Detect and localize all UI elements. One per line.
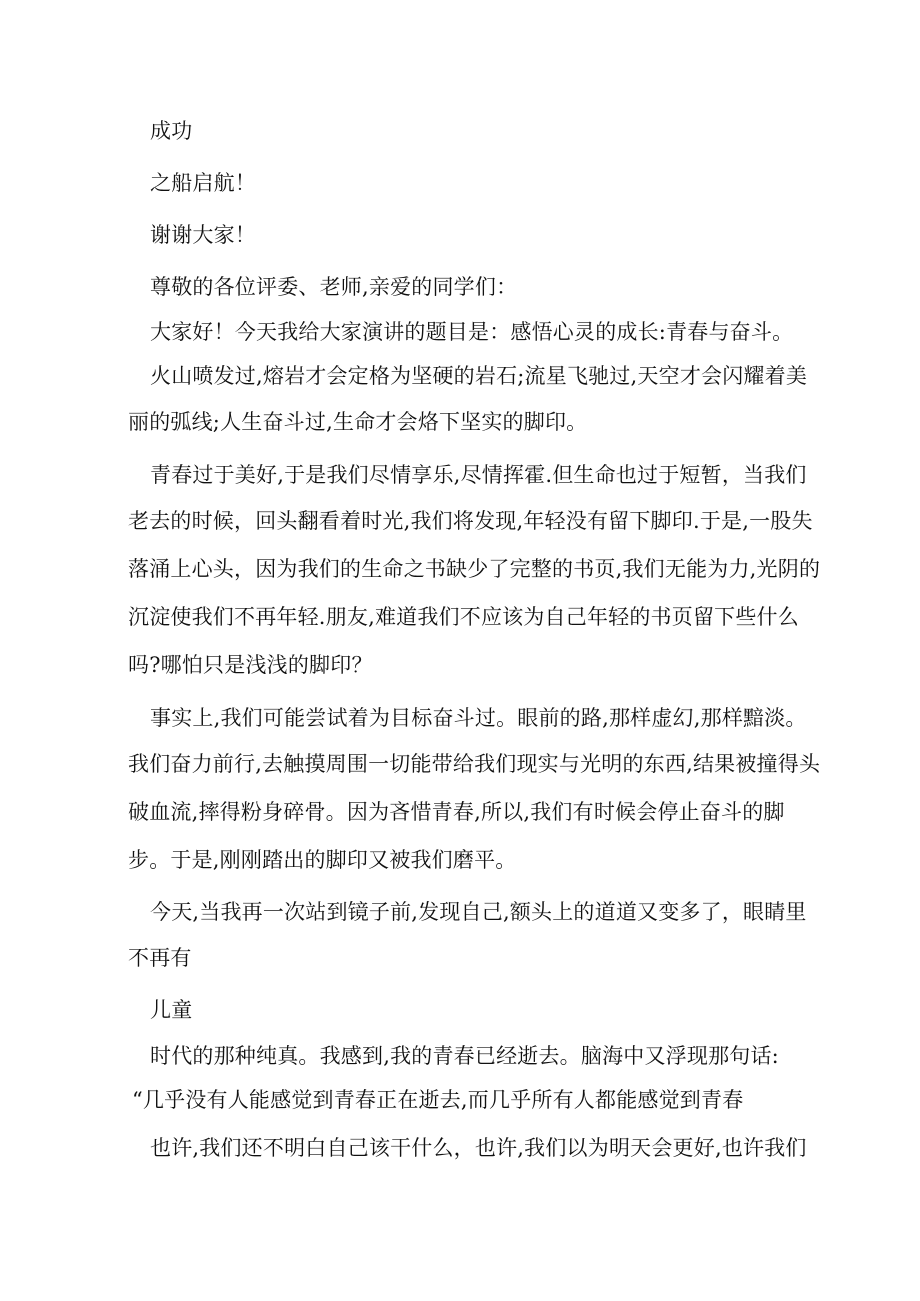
text-line-3: 谢谢大家！ xyxy=(150,223,256,247)
text-line-10: 落涌上心头，因为我们的生命之书缺少了完整的书页,我们无能为力,光阴的 xyxy=(128,557,821,581)
text-line-20: 时代的那种纯真。我感到,我的青春已经逝去。脑海中又浮现那句话: xyxy=(150,1044,779,1068)
text-line-13: 事实上,我们可能尝试着为目标奋斗过。眼前的路,那样虚幻,那样黯淡。 xyxy=(150,706,807,730)
text-line-18: 不再有 xyxy=(128,946,192,970)
text-line-19: 儿童 xyxy=(150,998,193,1022)
text-line-21: “几乎没有人能感觉到青春正在逝去,而几乎所有人都能感觉到青春 xyxy=(132,1088,744,1112)
text-line-12: 吗?哪怕只是浅浅的脚印？ xyxy=(128,653,373,677)
text-line-15: 破血流,摔得粉身碎骨。因为吝惜青春,所以,我们有时候会停止奋斗的脚 xyxy=(128,800,785,824)
text-line-6: 火山喷发过,熔岩才会定格为坚硬的岩石;流星飞驰过,天空才会闪耀着美 xyxy=(150,364,808,388)
text-line-8: 青春过于美好,于是我们尽情享乐,尽情挥霍.但生命也过于短暂，当我们 xyxy=(150,463,807,487)
text-line-4: 尊敬的各位评委、老师,亲爱的同学们： xyxy=(150,275,518,299)
text-line-17: 今天,当我再一次站到镜子前,发现自己,额头上的道道又变多了，眼睛里 xyxy=(150,900,807,924)
text-line-5: 大家好！今天我给大家演讲的题目是：感悟心灵的成长:青春与奋斗。 xyxy=(150,320,794,344)
text-line-1: 成功 xyxy=(150,119,193,143)
text-line-2: 之船启航！ xyxy=(150,171,256,195)
text-line-16: 步。于是,刚刚踏出的脚印又被我们磨平。 xyxy=(128,848,517,872)
text-line-22: 也许,我们还不明白自己该干什么，也许,我们以为明天会更好,也许我们 xyxy=(150,1136,807,1160)
text-line-7: 丽的弧线;人生奋斗过,生命才会烙下坚实的脚印。 xyxy=(128,410,588,434)
text-line-9: 老去的时候，回头翻看着时光,我们将发现,年轻没有留下脚印.于是,一股失 xyxy=(128,509,813,533)
text-line-14: 我们奋力前行,去触摸周围一切能带给我们现实与光明的东西,结果被撞得头 xyxy=(128,752,821,776)
text-line-11: 沉淀使我们不再年轻.朋友,难道我们不应该为自己年轻的书页留下些什么 xyxy=(128,605,799,629)
